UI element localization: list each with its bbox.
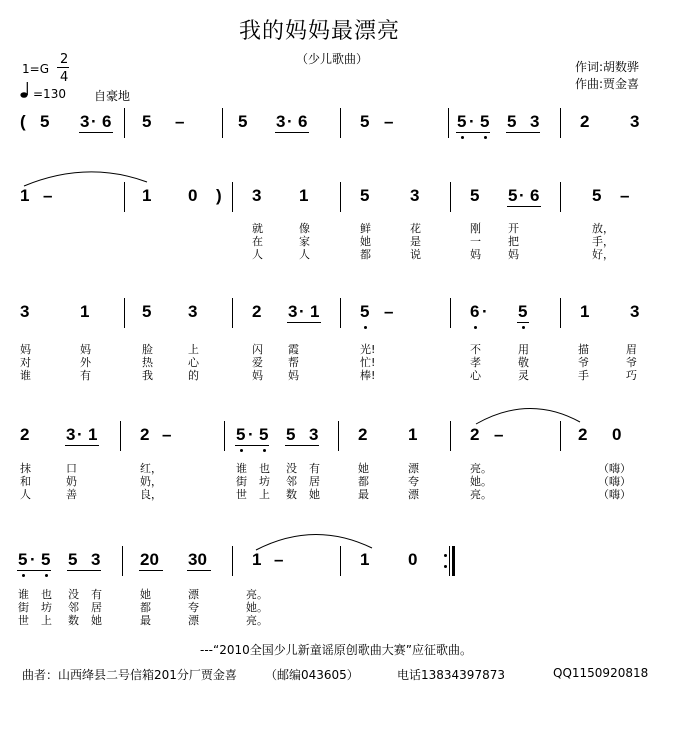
note: 1 <box>299 186 309 205</box>
bar-line <box>120 421 121 451</box>
note: 5 <box>360 302 370 321</box>
lyric-syllable: 把 <box>508 235 519 248</box>
lyric-syllable: 闪 <box>252 343 263 356</box>
bar-line <box>338 421 339 451</box>
lyric-syllable: 谁 <box>20 369 31 382</box>
lyric-syllable: 手， <box>592 235 614 248</box>
note-dot: · <box>519 186 525 205</box>
note: 0 <box>408 550 418 569</box>
lyric-syllable: 鲜 <box>360 222 371 235</box>
lyric-syllable: 开 <box>508 222 519 235</box>
lyric-syllable: 夸 <box>408 475 419 488</box>
lyric-syllable: 她 <box>360 235 371 248</box>
note: 5 <box>507 112 517 131</box>
bar-line <box>232 546 233 576</box>
lyricist-credit: 作词:胡数骅 <box>575 60 640 74</box>
tie-slur <box>474 404 584 426</box>
qq-number: QQ1150920818 <box>553 666 649 680</box>
lyric-syllable: 也 <box>41 588 52 601</box>
lyric-syllable: 放， <box>592 222 614 235</box>
lyric-syllable: 良， <box>140 488 162 501</box>
note: 5 <box>236 425 246 444</box>
quarter-note-icon <box>20 80 32 104</box>
lyric-syllable: 居 <box>91 601 102 614</box>
note: 1 <box>310 302 320 321</box>
eighth-underline <box>287 322 321 323</box>
note: 20 <box>140 550 159 569</box>
lyric-syllable: 谁 <box>236 462 247 475</box>
note: 2 <box>580 112 590 131</box>
lyric-syllable: 人 <box>20 488 31 501</box>
note: – <box>620 186 630 205</box>
bar-line <box>340 298 341 328</box>
bar-line <box>450 421 451 451</box>
lyric-syllable: 抹 <box>20 462 31 475</box>
note-dot: · <box>248 425 254 444</box>
lyric-syllable: 对 <box>20 356 31 369</box>
lyric-syllable: 棒! <box>360 369 376 382</box>
note: 5 <box>508 186 518 205</box>
note: 3 <box>276 112 286 131</box>
bar-line <box>340 108 341 138</box>
lyric-syllable: 妈 <box>80 343 91 356</box>
bar-line <box>450 298 451 328</box>
lyric-syllable: 街 <box>236 475 247 488</box>
eighth-underline <box>17 570 51 571</box>
lyric-syllable: 亮。 <box>470 488 492 501</box>
repeat-dot <box>444 565 447 568</box>
note: – <box>175 112 185 131</box>
low-octave-dot <box>461 136 464 139</box>
lyric-syllable: 描 <box>578 343 589 356</box>
note: 3 <box>188 302 198 321</box>
bar-line <box>560 298 561 328</box>
note: 3 <box>530 112 540 131</box>
author-info: 曲者：山西绛县二号信箱201分厂贾金喜 <box>22 668 237 682</box>
lyric-syllable: 奶， <box>140 475 162 488</box>
lyric-syllable: 有 <box>309 462 320 475</box>
lyric-syllable: 上 <box>188 343 199 356</box>
contest-note: ---“2010全国少儿新童谣原创歌曲大赛”应征歌曲。 <box>200 643 472 657</box>
eighth-underline <box>507 206 541 207</box>
note: 3 <box>410 186 420 205</box>
note: 3 <box>91 550 101 569</box>
lyric-syllable: 亮。 <box>246 614 268 627</box>
bar-line <box>232 182 233 212</box>
bar-line <box>124 298 125 328</box>
tie-slur <box>22 168 152 188</box>
lyric-syllable: 口 <box>66 462 77 475</box>
tie-slur <box>254 530 376 552</box>
bar-line <box>122 546 123 576</box>
note: 3 <box>630 112 640 131</box>
note: 1 <box>20 186 30 205</box>
lyric-syllable: 就 <box>252 222 263 235</box>
note: ) <box>216 186 222 205</box>
lyric-syllable: 妈 <box>508 248 519 261</box>
low-octave-dot <box>474 326 477 329</box>
lyric-syllable: 她 <box>140 588 151 601</box>
bar-line <box>450 182 451 212</box>
low-octave-dot <box>263 449 266 452</box>
lyric-syllable: （嗨） <box>598 488 631 501</box>
note: – <box>162 425 172 444</box>
lyric-syllable: 妈 <box>470 248 481 261</box>
note: 5 <box>592 186 602 205</box>
note: 5 <box>259 425 269 444</box>
lyric-syllable: 花 <box>410 222 421 235</box>
note: – <box>43 186 53 205</box>
note: 6 <box>530 186 540 205</box>
lyric-syllable: 谁 <box>18 588 29 601</box>
low-octave-dot <box>364 326 367 329</box>
final-barline-thin <box>449 546 450 576</box>
note: 5 <box>457 112 467 131</box>
lyric-syllable: 霞 <box>288 343 299 356</box>
bar-line <box>124 182 125 212</box>
note: 2 <box>20 425 30 444</box>
note: 0 <box>188 186 198 205</box>
note: 5 <box>518 302 528 321</box>
lyric-syllable: 爷 <box>578 356 589 369</box>
lyric-syllable: 手 <box>578 369 589 382</box>
eighth-underline <box>67 570 101 571</box>
eighth-underline <box>79 132 113 133</box>
note: 2 <box>578 425 588 444</box>
lyric-syllable: 心 <box>188 356 199 369</box>
note: 6 <box>298 112 308 131</box>
bar-line <box>560 421 561 451</box>
lyric-syllable: 亮。 <box>246 588 268 601</box>
lyric-syllable: 巧 <box>626 369 637 382</box>
lyric-syllable: 热 <box>142 356 153 369</box>
lyric-syllable: 漂 <box>188 588 199 601</box>
note: 1 <box>580 302 590 321</box>
note: 5 <box>68 550 78 569</box>
tempo-marking: =130 <box>33 87 66 101</box>
note: 3 <box>66 425 76 444</box>
note: 1 <box>88 425 98 444</box>
lyric-syllable: 都 <box>360 248 371 261</box>
lyric-syllable: 世 <box>18 614 29 627</box>
eighth-underline <box>187 570 211 571</box>
note: – <box>274 550 284 569</box>
lyric-syllable: 在 <box>252 235 263 248</box>
note: ( <box>20 112 26 131</box>
lyric-syllable: 心 <box>470 369 481 382</box>
eighth-underline <box>235 445 269 446</box>
note: 1 <box>252 550 262 569</box>
lyric-syllable: 善 <box>66 488 77 501</box>
low-octave-dot <box>22 574 25 577</box>
phone-number: 电话13834397873 <box>397 668 505 682</box>
lyric-syllable: 邻 <box>286 475 297 488</box>
note: 1 <box>408 425 418 444</box>
note-dot: · <box>30 550 36 569</box>
note: 3 <box>80 112 90 131</box>
lyric-syllable: 她。 <box>246 601 268 614</box>
lyric-syllable: 人 <box>299 248 310 261</box>
note: 1 <box>142 186 152 205</box>
note: 0 <box>612 425 622 444</box>
lyric-syllable: 是 <box>410 235 421 248</box>
lyric-syllable: 邻 <box>68 601 79 614</box>
note: – <box>384 112 394 131</box>
lyric-syllable: 的 <box>188 369 199 382</box>
note: 3 <box>252 186 262 205</box>
lyric-syllable: 脸 <box>142 343 153 356</box>
lyric-syllable: 她。 <box>470 475 492 488</box>
lyric-syllable: 有 <box>91 588 102 601</box>
lyric-syllable: 坊 <box>259 475 270 488</box>
lyric-syllable: 妈 <box>20 343 31 356</box>
lyric-syllable: 漂 <box>408 462 419 475</box>
note-dot: · <box>287 112 293 131</box>
bar-line <box>340 546 341 576</box>
eighth-underline <box>517 322 529 323</box>
lyric-syllable: 妈 <box>288 369 299 382</box>
lyric-syllable: 用 <box>518 343 529 356</box>
note: 5 <box>238 112 248 131</box>
lyric-syllable: 爱 <box>252 356 263 369</box>
note: 5 <box>286 425 296 444</box>
eighth-underline <box>65 445 99 446</box>
lyric-syllable: 家 <box>299 235 310 248</box>
lyric-syllable: 最 <box>140 614 151 627</box>
lyric-syllable: 她 <box>358 462 369 475</box>
note: 2 <box>140 425 150 444</box>
lyric-syllable: 坊 <box>41 601 52 614</box>
note: 5 <box>480 112 490 131</box>
lyric-syllable: 刚 <box>470 222 481 235</box>
eighth-underline <box>285 445 319 446</box>
lyric-syllable: 街 <box>18 601 29 614</box>
lyric-syllable: 帮 <box>288 356 299 369</box>
lyric-syllable: 光! <box>360 343 376 356</box>
composer-credit: 作曲:贾金喜 <box>575 77 640 91</box>
lyric-syllable: （嗨） <box>598 462 631 475</box>
low-octave-dot <box>484 136 487 139</box>
note: 6 <box>470 302 480 321</box>
note: 5 <box>40 112 50 131</box>
song-title: 我的妈妈最漂亮 <box>239 19 401 44</box>
note-dot: · <box>299 302 305 321</box>
time-signature-line <box>57 67 69 68</box>
song-subtitle: （少儿歌曲） <box>296 52 369 66</box>
lyric-syllable: 没 <box>68 588 79 601</box>
lyric-syllable: 上 <box>259 488 270 501</box>
eighth-underline <box>139 570 163 571</box>
note-dot: · <box>469 112 475 131</box>
note: 5 <box>41 550 51 569</box>
note: 5 <box>142 112 152 131</box>
note: 1 <box>360 550 370 569</box>
lyric-syllable: 没 <box>286 462 297 475</box>
note: 1 <box>80 302 90 321</box>
lyric-syllable: 外 <box>80 356 91 369</box>
note: 3 <box>630 302 640 321</box>
low-octave-dot <box>45 574 48 577</box>
postcode: （邮编043605） <box>265 668 359 682</box>
lyric-syllable: 都 <box>140 601 151 614</box>
note: – <box>494 425 504 444</box>
lyric-syllable: 有 <box>80 369 91 382</box>
eighth-underline <box>275 132 309 133</box>
time-signature-bottom: 4 <box>60 70 69 85</box>
bar-line <box>124 108 125 138</box>
note: 3 <box>309 425 319 444</box>
lyric-syllable: 我 <box>142 369 153 382</box>
lyric-syllable: 孝 <box>470 356 481 369</box>
repeat-dot <box>444 554 447 557</box>
eighth-underline <box>456 132 490 133</box>
lyric-syllable: 她 <box>91 614 102 627</box>
lyric-syllable: 居 <box>309 475 320 488</box>
lyric-syllable: 敬 <box>518 356 529 369</box>
lyric-syllable: 她 <box>309 488 320 501</box>
final-barline-thick <box>452 546 455 576</box>
note: 5 <box>142 302 152 321</box>
lyric-syllable: 世 <box>236 488 247 501</box>
bar-line <box>340 182 341 212</box>
lyric-syllable: 亮。 <box>470 462 492 475</box>
lyric-syllable: 奶 <box>66 475 77 488</box>
bar-line <box>224 421 225 451</box>
note: – <box>384 302 394 321</box>
lyric-syllable: 红， <box>140 462 162 475</box>
bar-line <box>560 182 561 212</box>
lyric-syllable: 眉 <box>626 343 637 356</box>
lyric-syllable: 忙! <box>360 356 376 369</box>
lyric-syllable: 灵 <box>518 369 529 382</box>
note: 6 <box>102 112 112 131</box>
lyric-syllable: 一 <box>470 235 481 248</box>
eighth-underline <box>506 132 540 133</box>
note: 3 <box>20 302 30 321</box>
lyric-syllable: 像 <box>299 222 310 235</box>
lyric-syllable: 最 <box>358 488 369 501</box>
note: 5 <box>360 186 370 205</box>
bar-line <box>232 298 233 328</box>
low-octave-dot <box>240 449 243 452</box>
bar-line <box>448 108 449 138</box>
note: 5 <box>360 112 370 131</box>
note: 2 <box>252 302 262 321</box>
lyric-syllable: 人 <box>252 248 263 261</box>
lyric-syllable: 漂 <box>188 614 199 627</box>
note-dot: · <box>77 425 83 444</box>
lyric-syllable: 数 <box>68 614 79 627</box>
lyric-syllable: 好， <box>592 248 614 261</box>
bar-line <box>560 108 561 138</box>
expression-marking: 自豪地 <box>94 89 131 103</box>
lyric-syllable: 漂 <box>408 488 419 501</box>
note: 5 <box>18 550 28 569</box>
key-signature: 1=G <box>22 62 49 76</box>
lyric-syllable: 不 <box>470 343 481 356</box>
note: 2 <box>470 425 480 444</box>
lyric-syllable: 数 <box>286 488 297 501</box>
lyric-syllable: 夸 <box>188 601 199 614</box>
low-octave-dot <box>522 326 525 329</box>
note: 5 <box>470 186 480 205</box>
lyric-syllable: （嗨） <box>598 475 631 488</box>
lyric-syllable: 和 <box>20 475 31 488</box>
lyric-syllable: 上 <box>41 614 52 627</box>
note: 3 <box>288 302 298 321</box>
lyric-syllable: 都 <box>358 475 369 488</box>
lyric-syllable: 爷 <box>626 356 637 369</box>
note: 2 <box>358 425 368 444</box>
lyric-syllable: 说 <box>410 248 421 261</box>
lyric-syllable: 也 <box>259 462 270 475</box>
note: 30 <box>188 550 207 569</box>
note-dot: · <box>482 302 488 321</box>
bar-line <box>222 108 223 138</box>
lyric-syllable: 妈 <box>252 369 263 382</box>
note-dot: · <box>91 112 97 131</box>
time-signature-top: 2 <box>60 52 69 67</box>
